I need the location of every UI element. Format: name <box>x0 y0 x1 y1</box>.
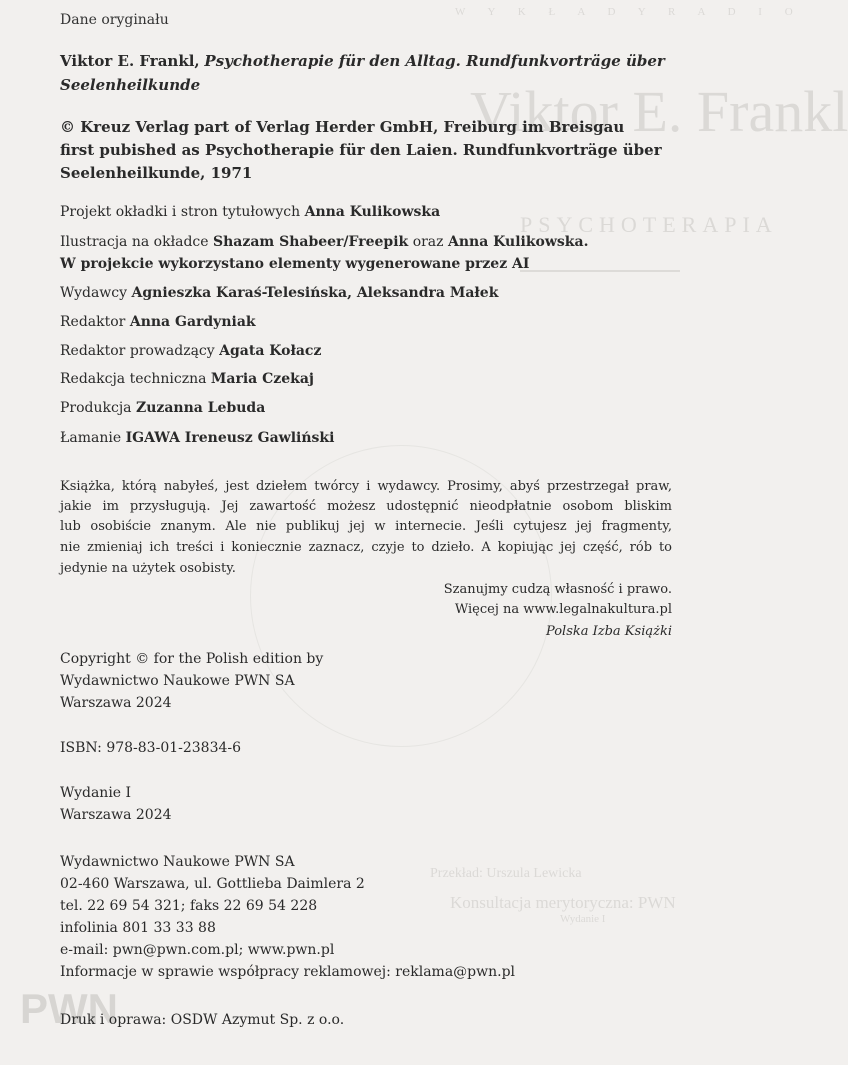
credit-illustration <box>60 234 588 250</box>
contact-infoline: infolinia 801 33 33 88 <box>60 920 216 936</box>
credit-ai-note: W projekcie wykorzystano elementy wygenerowane przez AI <box>60 256 530 272</box>
showthrough-logo: PWN <box>20 985 118 1032</box>
contact-ads: Informacje w sprawie współpracy reklamowej: reklama@pwn.pl <box>60 964 516 980</box>
original-publisher-line3: Seelenheilkunde, 1971 <box>60 164 253 182</box>
credit-illustration-name1: Shazam Shabeer/Freepik <box>213 234 409 250</box>
edition-line2: Warszawa 2024 <box>60 807 172 823</box>
showthrough-translation: Przekład: Urszula Lewicka <box>430 866 582 881</box>
credit-typesetting-label: Łamanie <box>60 430 122 446</box>
credit-editor-label: Redaktor <box>60 314 126 330</box>
copyright-line2: Wydawnictwo Naukowe PWN SA <box>60 673 295 689</box>
credit-editor <box>60 314 256 330</box>
original-label: Dane oryginału <box>60 12 169 28</box>
credit-publishers-name: Agnieszka Karaś-Telesińska, Aleksandra Małek <box>131 285 499 301</box>
notice-line2: jakie im przysługują. Jej zawartość możesz udostępnić nieodpłatnie osobom bliskim <box>60 499 672 514</box>
credit-lead-editor <box>60 343 321 359</box>
contact-email: e-mail: pwn@pwn.com.pl; www.pwn.pl <box>60 942 335 958</box>
showthrough-edition: Wydanie I <box>560 913 606 925</box>
showthrough-header: W Y K Ł A D Y R A D I O <box>455 6 803 18</box>
copyright-line3: Warszawa 2024 <box>60 695 172 711</box>
contact-phone: tel. 22 69 54 321; faks 22 69 54 228 <box>60 898 318 914</box>
notice-org: Polska Izba Książki <box>545 624 672 639</box>
credit-tech <box>60 371 314 387</box>
credit-publishers <box>60 285 498 301</box>
edition-line1: Wydanie I <box>60 785 132 801</box>
credit-lead-editor-name: Agata Kołacz <box>219 343 322 359</box>
notice-line1: Książka, którą nabyłeś, jest dziełem twórcy i wydawcy. Prosimy, abyś przestrzegał praw, <box>60 479 672 494</box>
isbn: ISBN: 978-83-01-23834-6 <box>60 740 242 756</box>
showthrough-consultation: Konsultacja merytoryczna: PWN <box>450 893 676 912</box>
credit-cover-label: Projekt okładki i stron tytułowych <box>60 204 301 220</box>
showthrough-subtitle: PSYCHOTERAPIA <box>520 212 778 237</box>
credit-illustration-label: Ilustracja na okładce <box>60 234 209 250</box>
original-author: Viktor E. Frankl, <box>60 52 200 70</box>
printing: Druk i oprawa: OSDW Azymut Sp. z o.o. <box>60 1012 345 1028</box>
credit-typesetting-name: IGAWA Ireneusz Gawliński <box>125 430 335 446</box>
notice-line4: nie zmieniaj ich treści i koniecznie zaznacz, czyje to dzieło. A kopiując jej część, rób to <box>60 540 672 555</box>
notice-respect: Szanujmy cudzą własność i prawo. <box>443 582 672 597</box>
original-title-line2: Seelenheilkunde <box>60 76 201 94</box>
credit-tech-name: Maria Czekaj <box>210 371 314 387</box>
credit-cover <box>60 204 440 220</box>
showthrough-title: Viktor E. Frankl <box>470 79 848 144</box>
credit-typesetting <box>60 430 334 446</box>
original-publisher-line1: © Kreuz Verlag part of Verlag Herder GmbH, Freiburg im Breisgau <box>60 118 625 136</box>
credit-editor-name: Anna Gardyniak <box>129 314 256 330</box>
credit-production <box>60 400 265 416</box>
credit-cover-name: Anna Kulikowska <box>304 204 441 220</box>
notice-line3: lub osobiście znanym. Ale nie publikuj jej w internecie. Jeśli cytujesz jej fragmenty, <box>60 519 672 534</box>
contact-address: 02-460 Warszawa, ul. Gottlieba Daimlera 2 <box>60 876 365 892</box>
original-title-line1 <box>60 52 665 70</box>
showthrough-rule <box>520 270 680 272</box>
credit-lead-editor-label: Redaktor prowadzący <box>60 343 215 359</box>
notice-more: Więcej na www.legalnakultura.pl <box>454 602 672 617</box>
original-publisher-line2: first pubished as Psychotherapie für den Laien. Rundfunkvorträge über <box>60 141 662 159</box>
contact-name: Wydawnictwo Naukowe PWN SA <box>60 854 295 870</box>
credit-publishers-label: Wydawcy <box>60 285 128 301</box>
credit-illustration-name2: Anna Kulikowska. <box>447 234 589 250</box>
copyright-line1: Copyright © for the Polish edition by <box>60 651 324 667</box>
credit-illustration-and: oraz <box>412 234 444 250</box>
credit-tech-label: Redakcja techniczna <box>60 371 207 387</box>
original-title: Psychotherapie für den Alltag. Rundfunkvorträge über <box>204 52 665 70</box>
credit-production-name: Zuzanna Lebuda <box>135 400 266 416</box>
credit-production-label: Produkcja <box>60 400 132 416</box>
notice-line5: jedynie na użytek osobisty. <box>60 561 236 576</box>
